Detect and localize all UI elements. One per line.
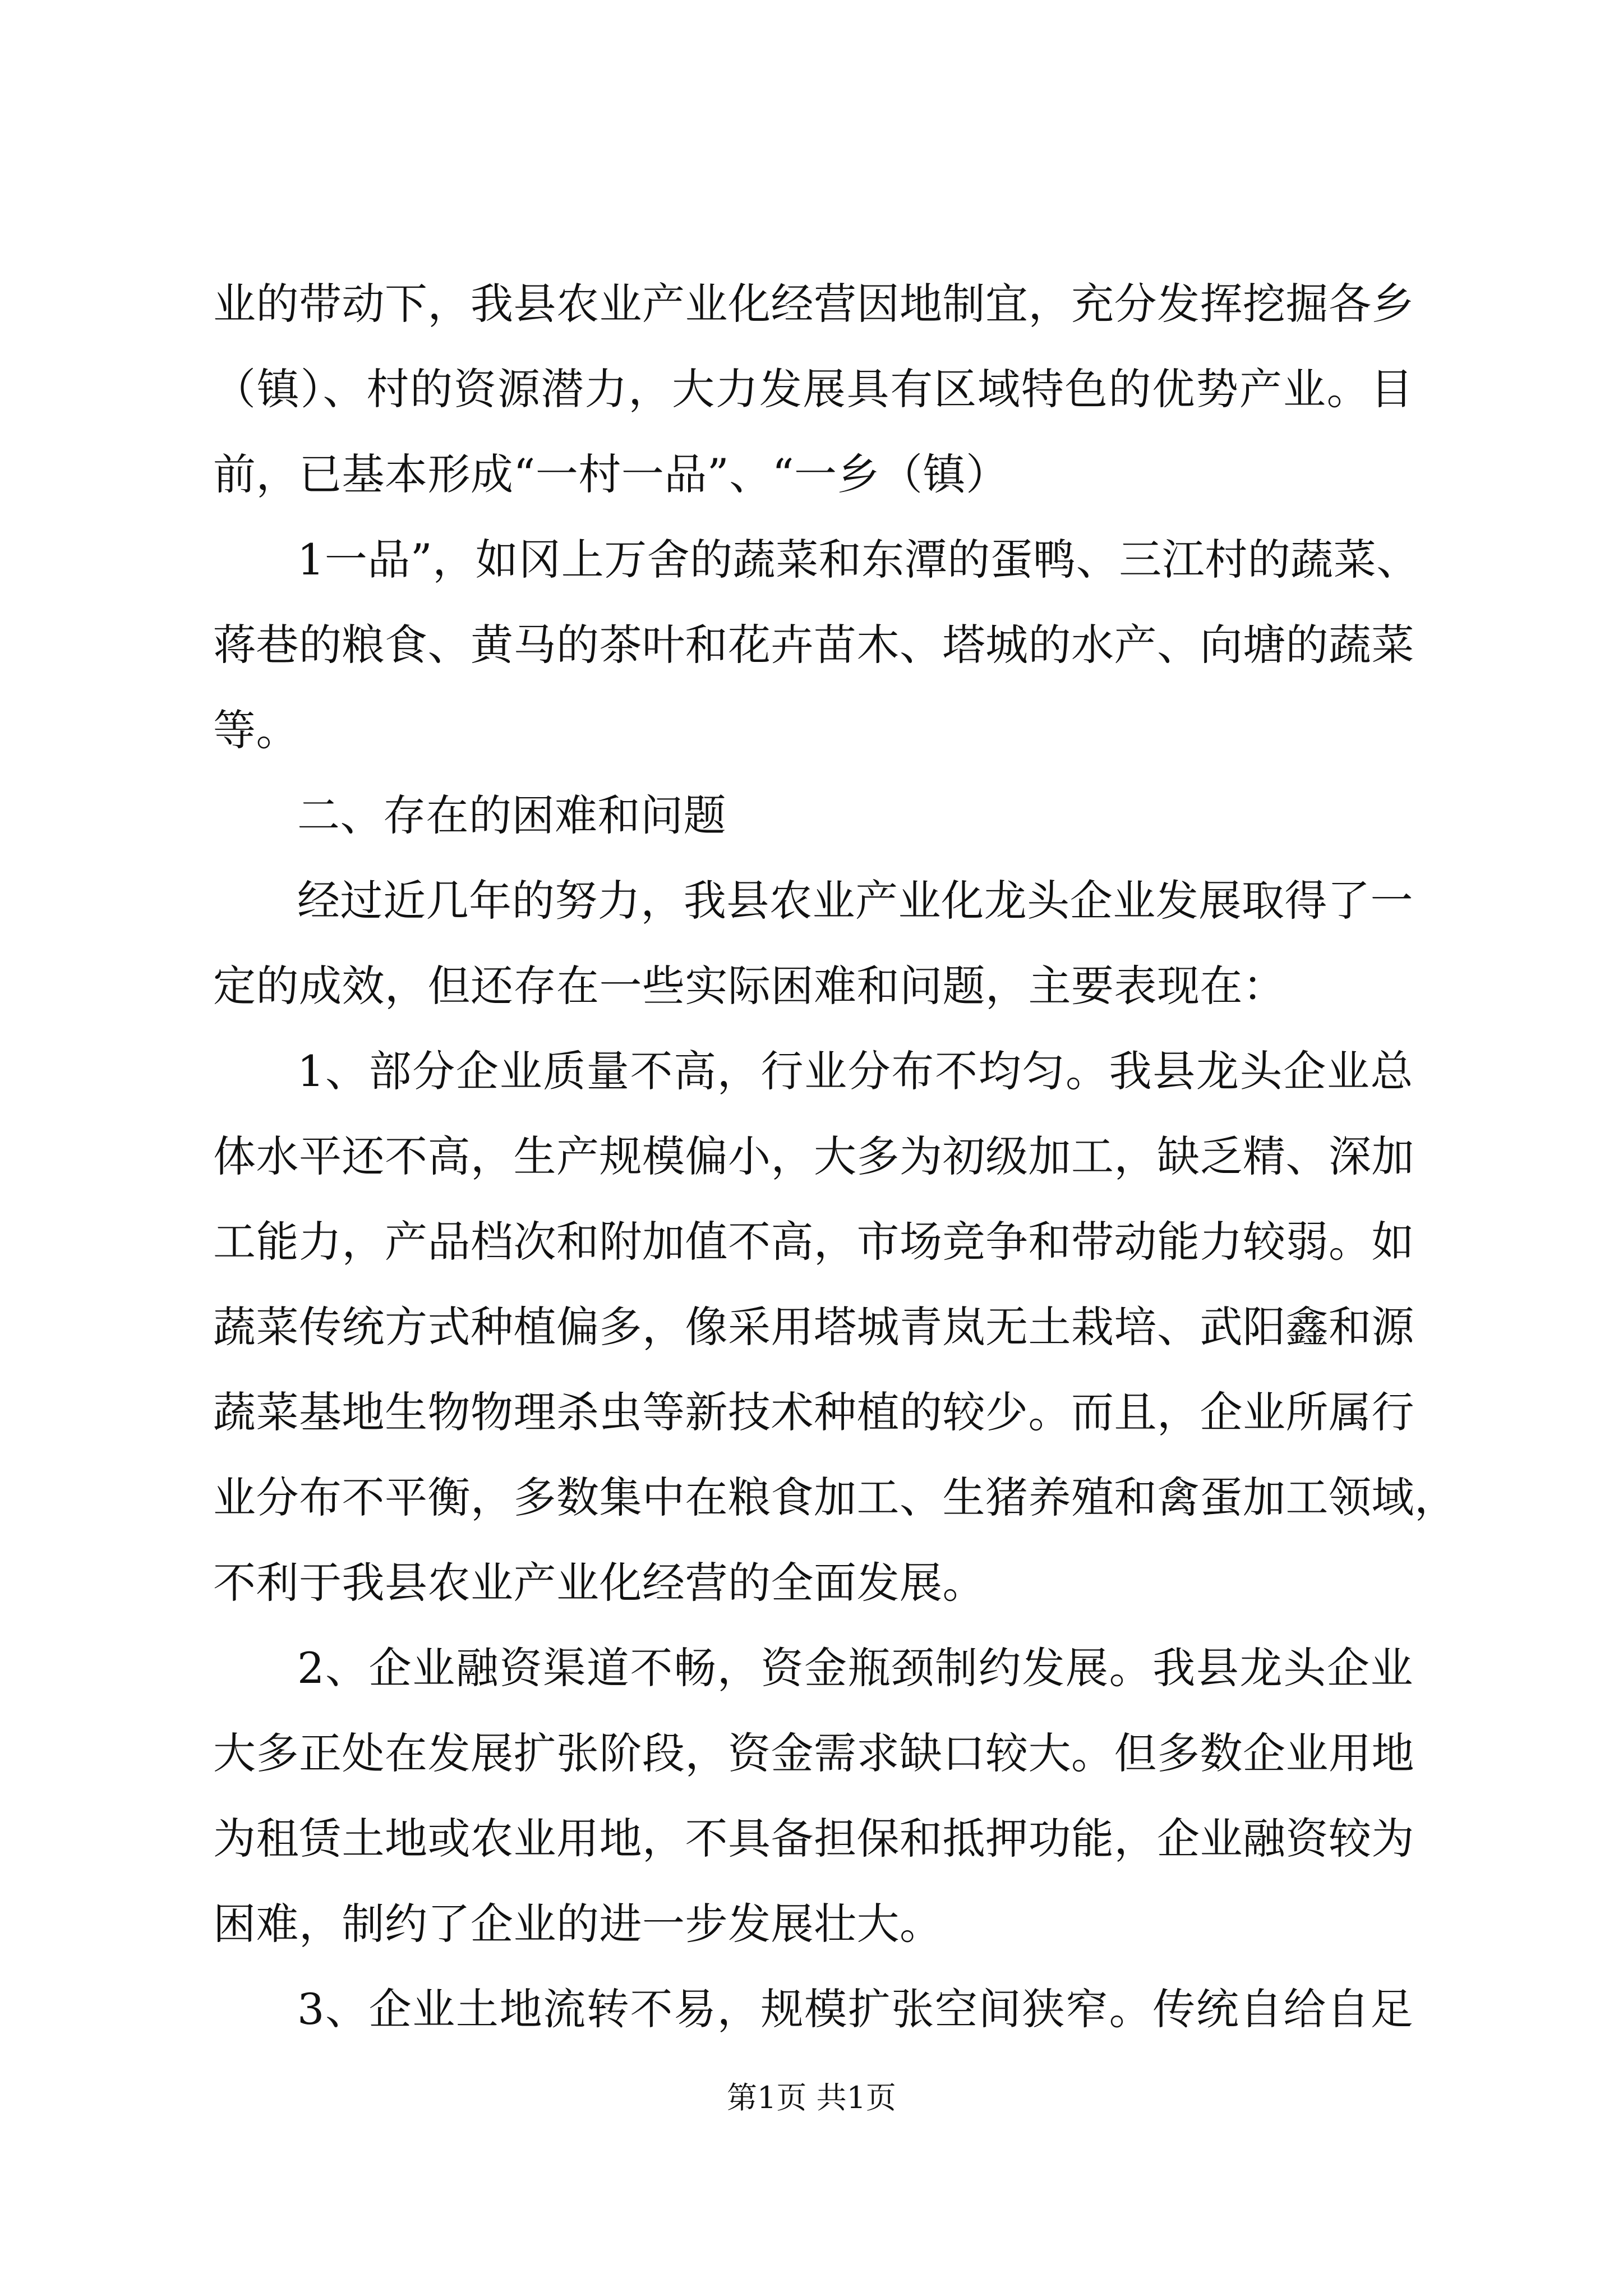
text-line: 蔬菜基地生物物理杀虫等新技术种植的较少。而且，企业所属行 — [213, 1387, 1414, 1437]
text-line: 定的成效，但还存在一些实际困难和问题，主要表现在： — [213, 961, 1286, 1011]
text-line: 业分布不平衡，多数集中在粮食加工、生猪养殖和禽蛋加工领域， — [213, 1473, 1458, 1522]
text-line: （镇）、村的资源潜力，大力发展具有区域特色的优势产业。目 — [213, 364, 1413, 414]
text-line: 1、部分企业质量不高，行业分布不均匀。我县龙头企业总 — [297, 1046, 1413, 1096]
text-line: 等。 — [213, 705, 299, 755]
section-heading: 二、存在的困难和问题 — [297, 790, 726, 840]
text-line: 体水平还不高，生产规模偏小，大多为初级加工，缺乏精、深加 — [213, 1131, 1414, 1181]
text-line: 业的带动下，我县农业产业化经营因地制宜，充分发挥挖掘各乡 — [213, 279, 1414, 329]
text-line: 1一品”，如冈上万舍的蔬菜和东潭的蛋鸭、三江村的蔬菜、 — [297, 535, 1419, 585]
text-line: 为租赁土地或农业用地，不具备担保和抵押功能，企业融资较为 — [213, 1814, 1414, 1864]
text-line: 经过近几年的努力，我县农业产业化龙头企业发展取得了一 — [297, 876, 1413, 926]
text-line: 不利于我县农业产业化经营的全面发展。 — [213, 1558, 985, 1608]
text-line: 2、企业融资渠道不畅，资金瓶颈制约发展。我县龙头企业 — [297, 1643, 1413, 1693]
text-line: 前，已基本形成“一村一品”、“一乡（镇） — [213, 449, 1009, 499]
text-line: 困难，制约了企业的进一步发展壮大。 — [213, 1899, 943, 1949]
text-line: 蒋巷的粮食、黄马的茶叶和花卉苗木、塔城的水产、向塘的蔬菜 — [213, 620, 1414, 670]
page-number-footer: 第1页 共1页 — [727, 2080, 896, 2115]
text-line: 3、企业土地流转不易，规模扩张空间狭窄。传统自给自足 — [297, 1984, 1413, 2034]
text-line: 工能力，产品档次和附加值不高，市场竞争和带动能力较弱。如 — [213, 1217, 1414, 1267]
text-line: 蔬菜传统方式种植偏多，像采用塔城青岚无土栽培、武阳鑫和源 — [213, 1302, 1414, 1352]
text-line: 大多正处在发展扩张阶段，资金需求缺口较大。但多数企业用地 — [213, 1728, 1414, 1778]
